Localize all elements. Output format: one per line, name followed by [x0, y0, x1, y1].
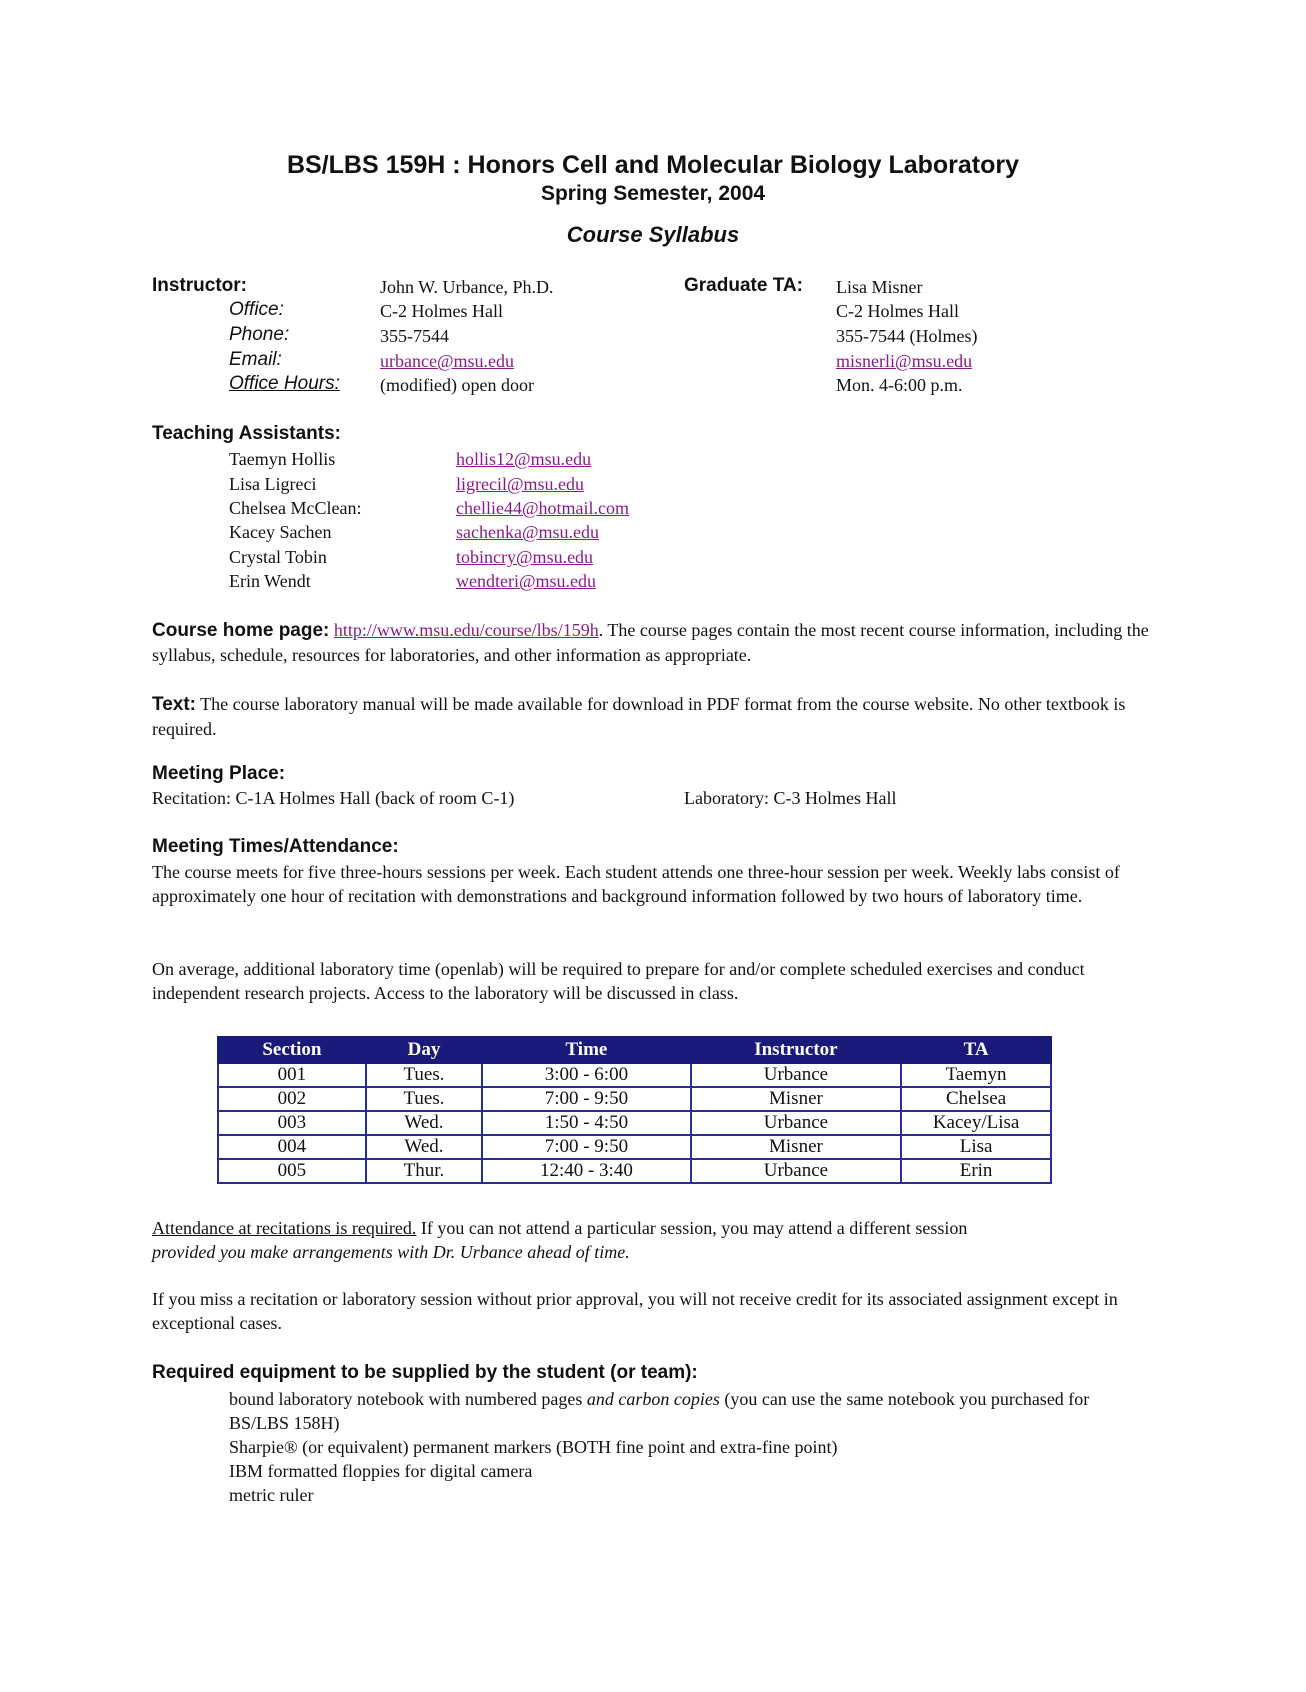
- attendance-paragraph: [152, 1216, 1152, 1264]
- cell-day: Wed.: [366, 1111, 482, 1135]
- ta-name: Taemyn Hollis: [229, 449, 336, 469]
- column-header-day: Day: [366, 1037, 482, 1063]
- equipment-item-notebook: [229, 1387, 1149, 1435]
- table-row: [218, 1159, 1051, 1183]
- instructor-phone: 355-7544: [380, 326, 449, 346]
- notebook-note: (you can use the same notebook you purchased for BS/LBS 158H): [229, 1389, 1090, 1433]
- ta-email-link[interactable]: ligrecil@msu.edu: [456, 474, 585, 494]
- section-schedule-table: [217, 1036, 1052, 1184]
- email-label: Email:: [229, 349, 282, 370]
- cell-day: Thur.: [366, 1159, 482, 1183]
- attendance-text: If you can not attend a particular session, you may attend a different session: [416, 1218, 968, 1238]
- instructor-email-link[interactable]: urbance@msu.edu: [380, 351, 515, 371]
- cell-instructor: Urbance: [691, 1159, 902, 1183]
- cell-instructor: Misner: [691, 1135, 902, 1159]
- cell-section: 003: [218, 1111, 366, 1135]
- text-paragraph: [152, 692, 1152, 741]
- attendance-required: Attendance at recitations is required.: [152, 1218, 417, 1238]
- cell-ta: Erin: [901, 1159, 1051, 1183]
- cell-instructor: Urbance: [691, 1111, 902, 1135]
- carbon-copies-text: and carbon copies: [586, 1389, 720, 1409]
- equipment-item-ruler: metric ruler: [229, 1485, 314, 1505]
- cell-section: 002: [218, 1087, 366, 1111]
- grad-ta-office: C-2 Holmes Hall: [836, 301, 959, 321]
- cell-section: 005: [218, 1159, 366, 1183]
- cell-ta: Lisa: [901, 1135, 1051, 1159]
- missed-session-paragraph: If you miss a recitation or laboratory session without prior approval, you will not receive credit for its associated assignment except in exceptional cases.: [152, 1289, 1118, 1333]
- grad-ta-hours: Mon. 4-6:00 p.m.: [836, 375, 963, 395]
- cell-time: 7:00 - 9:50: [482, 1135, 691, 1159]
- equipment-heading: Required equipment to be supplied by the student (or team):: [152, 1362, 698, 1383]
- instructor-heading: Instructor:: [152, 275, 247, 296]
- column-header-time: Time: [482, 1037, 691, 1063]
- home-page-text: . The course pages contain the most recent course information, including the syllabus, schedule, resources for laboratories, and other information as appropriate.: [152, 620, 1149, 665]
- ta-email-link[interactable]: tobincry@msu.edu: [456, 547, 594, 567]
- meeting-times-paragraph-1: The course meets for five three-hours sessions per week. Each student attends one three-hour session per week. Weekly labs consist of approximately one hour of recitation with demonstrations and background information followed by two hours of laboratory time.: [152, 862, 1120, 906]
- cell-instructor: Urbance: [691, 1063, 902, 1087]
- home-page-link[interactable]: http://www.msu.edu/course/lbs/159h: [333, 620, 599, 640]
- cell-ta: Taemyn: [901, 1063, 1051, 1087]
- ta-name: Chelsea McClean:: [229, 498, 362, 518]
- document-type: Course Syllabus: [566, 222, 740, 247]
- meeting-times-paragraph-2: On average, additional laboratory time (openlab) will be required to prepare for and/or complete scheduled exercises and conduct independent research projects. Access to the laboratory will be discussed in class.: [152, 959, 1085, 1003]
- text-label: Text:: [152, 694, 196, 715]
- ta-email-link[interactable]: sachenka@msu.edu: [456, 522, 600, 542]
- recitation-location: Recitation: C-1A Holmes Hall (back of room C-1): [152, 788, 515, 808]
- ta-name: Lisa Ligreci: [229, 474, 317, 494]
- instructor-name: John W. Urbance, Ph.D.: [380, 277, 554, 297]
- table-row: [218, 1135, 1051, 1159]
- equipment-item-floppies: IBM formatted floppies for digital camera: [229, 1461, 533, 1481]
- semester-subtitle: Spring Semester, 2004: [540, 182, 766, 205]
- column-header-instructor: Instructor: [691, 1037, 902, 1063]
- ta-email-link[interactable]: hollis12@msu.edu: [456, 449, 592, 469]
- ta-email-link[interactable]: chellie44@hotmail.com: [456, 498, 630, 518]
- ta-name: Crystal Tobin: [229, 547, 327, 567]
- cell-time: 12:40 - 3:40: [482, 1159, 691, 1183]
- ta-name: Kacey Sachen: [229, 522, 332, 542]
- cell-section: 001: [218, 1063, 366, 1087]
- meeting-times-heading: Meeting Times/Attendance:: [152, 836, 399, 857]
- office-label: Office:: [229, 299, 284, 320]
- ta-name: Erin Wendt: [229, 571, 311, 591]
- grad-ta-heading: Graduate TA:: [684, 275, 803, 296]
- cell-time: 7:00 - 9:50: [482, 1087, 691, 1111]
- table-header-row: [218, 1037, 1051, 1063]
- phone-label: Phone:: [229, 324, 290, 345]
- table-row: [218, 1087, 1051, 1111]
- table-row: [218, 1063, 1051, 1087]
- home-page-label: Course home page:: [152, 620, 330, 641]
- home-page-paragraph: [152, 618, 1152, 667]
- laboratory-location: Laboratory: C-3 Holmes Hall: [684, 788, 897, 808]
- meeting-place-heading: Meeting Place:: [152, 763, 286, 784]
- table-row: [218, 1111, 1051, 1135]
- course-title: BS/LBS 159H : Honors Cell and Molecular Biology Laboratory: [286, 151, 1020, 179]
- cell-day: Wed.: [366, 1135, 482, 1159]
- text-body: The course laboratory manual will be made available for download in PDF format from the course website. No other textbook is required.: [152, 694, 1126, 739]
- instructor-hours: (modified) open door: [380, 375, 534, 395]
- ta-email-link[interactable]: wendteri@msu.edu: [456, 571, 597, 591]
- cell-day: Tues.: [366, 1063, 482, 1087]
- cell-time: 1:50 - 4:50: [482, 1111, 691, 1135]
- cell-day: Tues.: [366, 1087, 482, 1111]
- teaching-assistants-heading: Teaching Assistants:: [152, 423, 341, 444]
- equipment-item-markers: Sharpie® (or equivalent) permanent markers (BOTH fine point and extra-fine point): [229, 1437, 838, 1457]
- cell-ta: Kacey/Lisa: [901, 1111, 1051, 1135]
- notebook-text: bound laboratory notebook with numbered pages: [229, 1389, 587, 1409]
- cell-section: 004: [218, 1135, 366, 1159]
- cell-time: 3:00 - 6:00: [482, 1063, 691, 1087]
- office-hours-label: Office Hours:: [229, 373, 340, 394]
- grad-ta-email-link[interactable]: misnerli@msu.edu: [836, 351, 973, 371]
- column-header-ta: TA: [901, 1037, 1051, 1063]
- cell-instructor: Misner: [691, 1087, 902, 1111]
- grad-ta-phone: 355-7544 (Holmes): [836, 326, 978, 346]
- attendance-arrangements: provided you make arrangements with Dr. Urbance ahead of time.: [152, 1242, 630, 1262]
- column-header-section: Section: [218, 1037, 366, 1063]
- instructor-office: C-2 Holmes Hall: [380, 301, 503, 321]
- grad-ta-name: Lisa Misner: [836, 277, 923, 297]
- cell-ta: Chelsea: [901, 1087, 1051, 1111]
